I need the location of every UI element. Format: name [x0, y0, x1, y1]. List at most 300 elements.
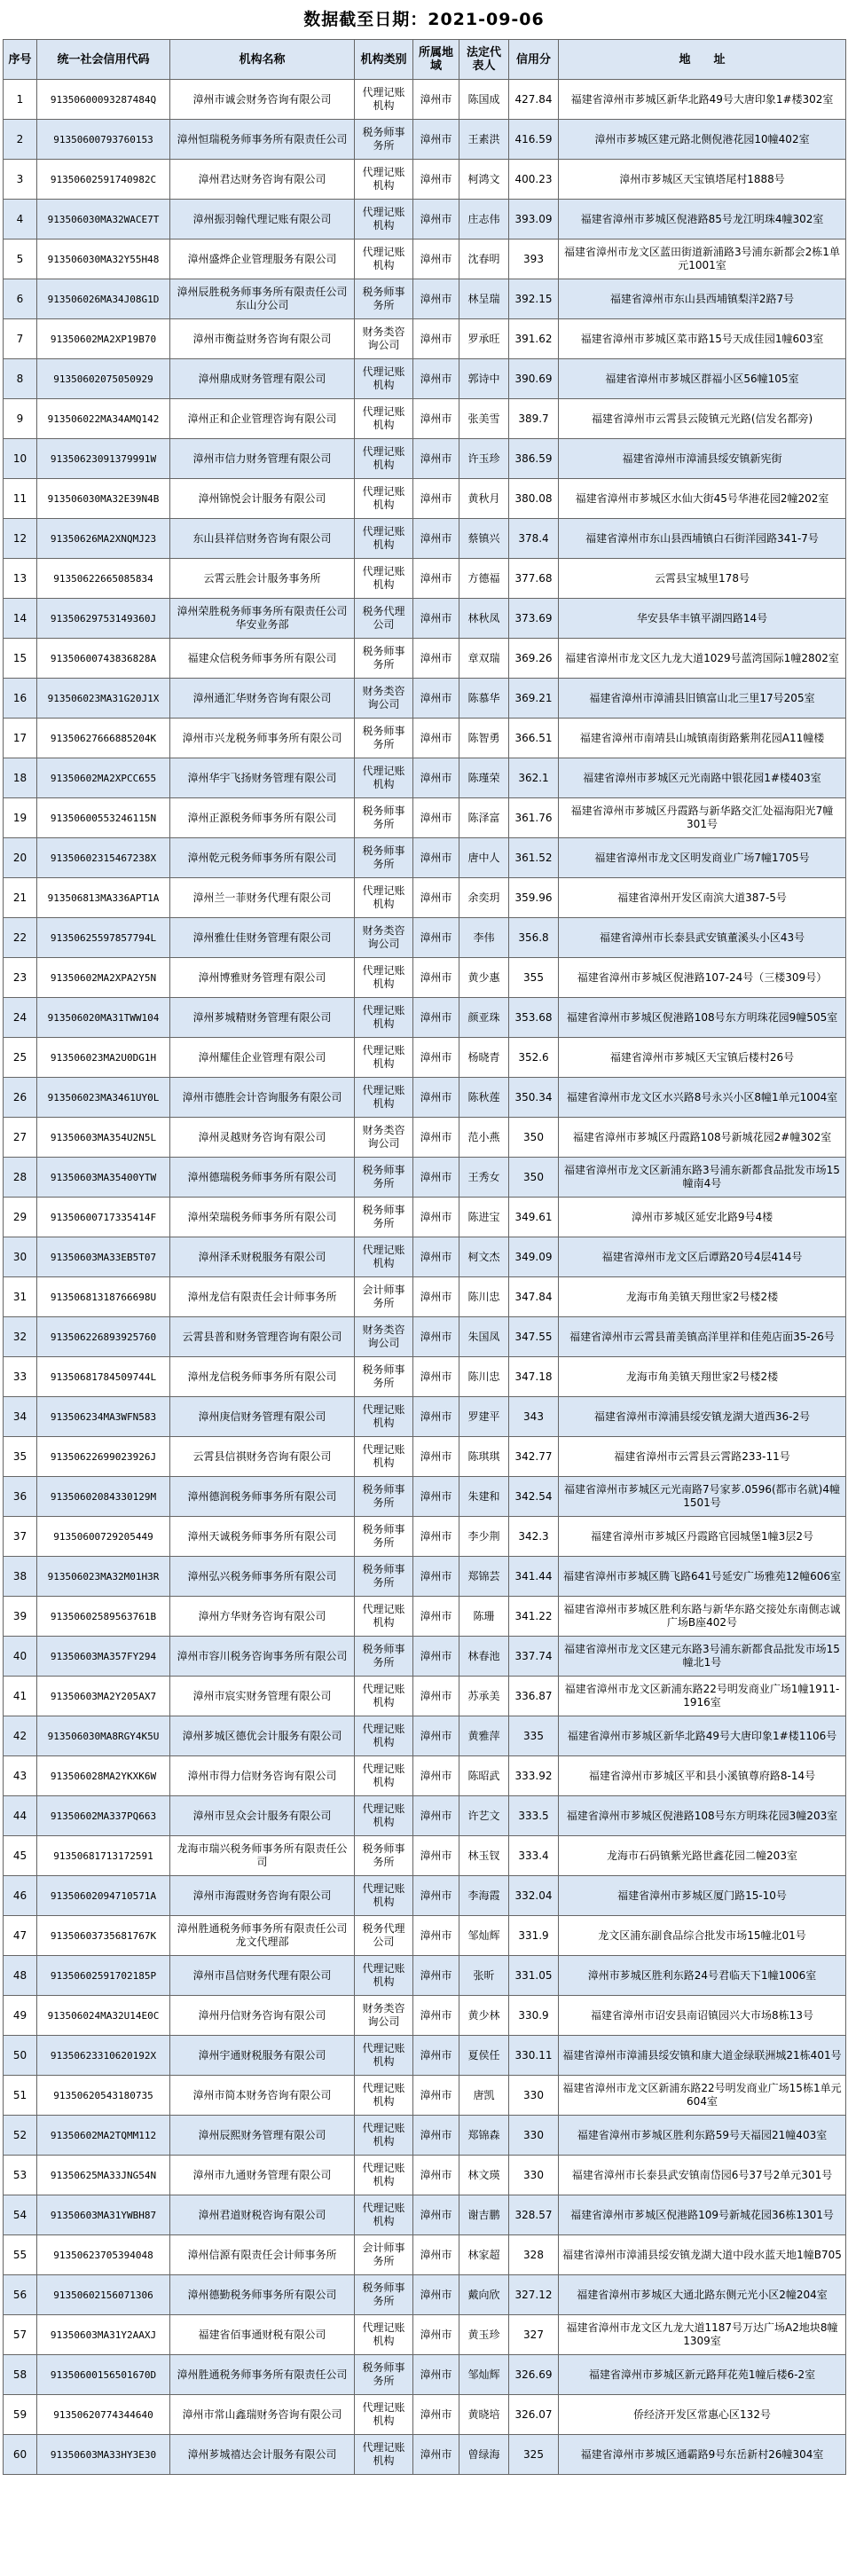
region: 漳州市	[413, 2156, 459, 2195]
org-name: 漳州市海霞财务咨询有限公司	[170, 1876, 355, 1916]
address: 福建省漳州市南靖县山城镇南街路紫荆花园A11幢楼	[559, 719, 846, 758]
org-type: 代理记账机构	[355, 559, 413, 599]
address: 漳州市芗城区天宝镇塔尾村1888号	[559, 160, 846, 200]
credit-score: 330.9	[509, 1996, 559, 2036]
credit-code: 91350627666885204K	[37, 719, 170, 758]
credit-score: 343	[509, 1397, 559, 1437]
address: 漳州市芗城区建元路北侧倪港花园10幢402室	[559, 120, 846, 160]
org-name: 漳州盛烨企业管理服务有限公司	[170, 240, 355, 279]
legal-rep: 许玉珍	[459, 439, 509, 479]
row-seq: 39	[4, 1597, 37, 1637]
credit-code: 913506024MA32U14E0C	[37, 1996, 170, 2036]
legal-rep: 范小燕	[459, 1118, 509, 1158]
table-row	[4, 1078, 846, 1118]
address: 福建省漳州市龙文区明发商业广场7幢1705号	[559, 838, 846, 878]
region: 漳州市	[413, 279, 459, 319]
credit-score: 341.22	[509, 1597, 559, 1637]
org-type: 税务师事务所	[355, 639, 413, 679]
org-name: 云霄县信祺财务咨询有限公司	[170, 1437, 355, 1477]
region: 漳州市	[413, 519, 459, 559]
row-seq: 21	[4, 878, 37, 918]
credit-code: 91350602MA2XP19B70	[37, 319, 170, 359]
credit-score: 327.12	[509, 2275, 559, 2315]
address: 福建省漳州市芗城区水仙大街45号华港花园2幢202室	[559, 479, 846, 519]
credit-score: 328.57	[509, 2195, 559, 2235]
org-type: 代理记账机构	[355, 1078, 413, 1118]
row-seq: 42	[4, 1716, 37, 1756]
region: 漳州市	[413, 918, 459, 958]
credit-code: 91350602084330129M	[37, 1477, 170, 1517]
row-seq: 25	[4, 1038, 37, 1078]
row-seq: 38	[4, 1557, 37, 1597]
table-row	[4, 279, 846, 319]
org-name: 漳州方华财务咨询有限公司	[170, 1597, 355, 1637]
credit-code: 913506023MA2U0DG1H	[37, 1038, 170, 1078]
region: 漳州市	[413, 559, 459, 599]
org-name: 漳州市容川税务咨询事务所有限公司	[170, 1637, 355, 1677]
address: 福建省漳州市芗城区丹霞路与新华路交汇处福海阳光7幢301号	[559, 798, 846, 838]
org-type: 代理记账机构	[355, 1796, 413, 1836]
org-type: 代理记账机构	[355, 1677, 413, 1716]
org-type: 代理记账机构	[355, 2156, 413, 2195]
table-row	[4, 2195, 846, 2235]
region: 漳州市	[413, 1078, 459, 1118]
row-seq: 22	[4, 918, 37, 958]
region: 漳州市	[413, 2315, 459, 2355]
region: 漳州市	[413, 439, 459, 479]
org-name: 漳州市得力信财务咨询有限公司	[170, 1756, 355, 1796]
credit-code: 913506023MA32M01H3R	[37, 1557, 170, 1597]
page-title: 数据截至日期：2021-09-06	[303, 10, 545, 29]
credit-code: 91350681318766698U	[37, 1277, 170, 1317]
credit-score: 331.05	[509, 1956, 559, 1996]
region: 漳州市	[413, 80, 459, 120]
credit-code: 913506813MA336APT1A	[37, 878, 170, 918]
org-name: 云霄云胜会计服务事务所	[170, 559, 355, 599]
org-name: 福建省佰事通财税有限公司	[170, 2315, 355, 2355]
address: 福建省漳州市芗城区大通北路东侧元光小区2幢204室	[559, 2275, 846, 2315]
row-seq: 59	[4, 2395, 37, 2435]
address: 福建省漳州市芗城区新元路拜花苑1幢后楼6-2室	[559, 2355, 846, 2395]
region: 漳州市	[413, 1597, 459, 1637]
credit-score: 427.84	[509, 80, 559, 120]
legal-rep: 戴向欣	[459, 2275, 509, 2315]
row-seq: 20	[4, 838, 37, 878]
credit-code: 913506226893925760	[37, 1317, 170, 1357]
region: 漳州市	[413, 2435, 459, 2475]
address: 福建省漳州市芗城区倪港路85号龙江明珠4幢302室	[559, 200, 846, 240]
org-type: 代理记账机构	[355, 878, 413, 918]
org-type: 代理记账机构	[355, 2036, 413, 2076]
credit-code: 91350603MA33HY3E30	[37, 2435, 170, 2475]
credit-score: 341.44	[509, 1557, 559, 1597]
header-org-name: 机构名称	[170, 40, 355, 80]
table-row	[4, 998, 846, 1038]
org-type: 代理记账机构	[355, 200, 413, 240]
region: 漳州市	[413, 2355, 459, 2395]
org-type: 税务师事务所	[355, 719, 413, 758]
table-row	[4, 1038, 846, 1078]
org-name: 漳州辰熙财务管理有限公司	[170, 2116, 355, 2156]
region: 漳州市	[413, 1237, 459, 1277]
region: 漳州市	[413, 1996, 459, 2036]
legal-rep: 黄少惠	[459, 958, 509, 998]
address: 福建省漳州市芗城区元光南路7号家芗.0596(都市名就)4幢1501号	[559, 1477, 846, 1517]
credit-score: 350.34	[509, 1078, 559, 1118]
credit-score: 342.3	[509, 1517, 559, 1557]
table-row	[4, 719, 846, 758]
org-type: 税务师事务所	[355, 1637, 413, 1677]
credit-score: 352.6	[509, 1038, 559, 1078]
credit-score: 393.09	[509, 200, 559, 240]
address: 福建省漳州市芗城区胜利东路59号天福园21幢403室	[559, 2116, 846, 2156]
table-row	[4, 2156, 846, 2195]
table-row	[4, 639, 846, 679]
row-seq: 44	[4, 1796, 37, 1836]
row-seq: 28	[4, 1158, 37, 1198]
credit-score: 326.07	[509, 2395, 559, 2435]
credit-code: 91350600553246115N	[37, 798, 170, 838]
table-row	[4, 599, 846, 639]
row-seq: 51	[4, 2076, 37, 2116]
credit-score: 330	[509, 2116, 559, 2156]
address: 福建省漳州市芗城区腾飞路641号延安广场雅苑12幢606室	[559, 1557, 846, 1597]
region: 漳州市	[413, 240, 459, 279]
org-type: 税务师事务所	[355, 1517, 413, 1557]
table-row	[4, 559, 846, 599]
row-seq: 34	[4, 1397, 37, 1437]
address: 福建省漳州市漳浦县旧镇富山北三里17号205室	[559, 679, 846, 719]
address: 福建省漳州市芗城区厦门路15-10号	[559, 1876, 846, 1916]
credit-code: 91350602591740982C	[37, 160, 170, 200]
org-name: 漳州鼎成财务管理有限公司	[170, 359, 355, 399]
org-name: 漳州市宸实财务管理有限公司	[170, 1677, 355, 1716]
org-type: 财务类咨询公司	[355, 1996, 413, 2036]
org-type: 代理记账机构	[355, 1756, 413, 1796]
credit-score: 369.21	[509, 679, 559, 719]
table-row	[4, 1198, 846, 1237]
address: 福建省漳州市龙文区九龙大道1187号万达广场A2地块8幢1309室	[559, 2315, 846, 2355]
legal-rep: 余奕玥	[459, 878, 509, 918]
legal-rep: 庄志伟	[459, 200, 509, 240]
table-row	[4, 1916, 846, 1956]
legal-rep: 唐中人	[459, 838, 509, 878]
table-row	[4, 1836, 846, 1876]
org-name: 漳州芗城禧达会计服务有限公司	[170, 2435, 355, 2475]
org-name: 漳州市简本财务咨询有限公司	[170, 2076, 355, 2116]
credit-score: 328	[509, 2235, 559, 2275]
org-type: 税务师事务所	[355, 2355, 413, 2395]
legal-rep: 陈琪琪	[459, 1437, 509, 1477]
address: 福建省漳州市长泰县武安镇南岱园6号37号2单元301号	[559, 2156, 846, 2195]
credit-score: 361.52	[509, 838, 559, 878]
address: 福建省漳州市芗城区天宝镇后楼村26号	[559, 1038, 846, 1078]
address: 龙海市角美镇天翔世家2号楼2楼	[559, 1277, 846, 1317]
address: 漳州市芗城区延安北路9号4楼	[559, 1198, 846, 1237]
header-seq: 序号	[4, 40, 37, 80]
region: 漳州市	[413, 1677, 459, 1716]
org-type: 代理记账机构	[355, 1237, 413, 1277]
credit-code: 91350603MA31YWBH87	[37, 2195, 170, 2235]
address: 龙海市角美镇天翔世家2号楼2楼	[559, 1357, 846, 1397]
org-name: 漳州雅仕佳财务管理有限公司	[170, 918, 355, 958]
legal-rep: 陈川忠	[459, 1357, 509, 1397]
table-row	[4, 2315, 846, 2355]
org-name: 漳州市信力财务管理有限公司	[170, 439, 355, 479]
credit-score: 377.68	[509, 559, 559, 599]
table-row	[4, 2036, 846, 2076]
credit-code: 91350625MA33JNG54N	[37, 2156, 170, 2195]
legal-rep: 曾绿海	[459, 2435, 509, 2475]
org-name: 漳州辰胜税务师事务所有限责任公司东山分公司	[170, 279, 355, 319]
address: 福建省漳州市芗城区倪港路108号东方明珠花园3幢203室	[559, 1796, 846, 1836]
row-seq: 15	[4, 639, 37, 679]
legal-rep: 王素洪	[459, 120, 509, 160]
region: 漳州市	[413, 2275, 459, 2315]
row-seq: 54	[4, 2195, 37, 2235]
credit-score: 378.4	[509, 519, 559, 559]
legal-rep: 朱建和	[459, 1477, 509, 1517]
credit-score: 355	[509, 958, 559, 998]
credit-code: 91350681713172591	[37, 1836, 170, 1876]
table-row	[4, 2355, 846, 2395]
credit-code: 91350620543180735	[37, 2076, 170, 2116]
address: 福建省漳州市龙文区建元东路3号浦东新都食品批发市场15幢北1号	[559, 1637, 846, 1677]
org-name: 漳州乾元税务师事务所有限公司	[170, 838, 355, 878]
credit-code: 913506234MA3WFN583	[37, 1397, 170, 1437]
legal-rep: 杨晓青	[459, 1038, 509, 1078]
region: 漳州市	[413, 1796, 459, 1836]
credit-score: 327	[509, 2315, 559, 2355]
region: 漳州市	[413, 1277, 459, 1317]
region: 漳州市	[413, 160, 459, 200]
row-seq: 3	[4, 160, 37, 200]
region: 漳州市	[413, 1198, 459, 1237]
credit-score: 342.54	[509, 1477, 559, 1517]
credit-code: 91350600093287484Q	[37, 80, 170, 120]
credit-code: 91350603MA35400YTW	[37, 1158, 170, 1198]
credit-code: 91350603MA31Y2AAXJ	[37, 2315, 170, 2355]
region: 漳州市	[413, 2116, 459, 2156]
address: 福建省漳州市龙文区后谭路20号4层414号	[559, 1237, 846, 1277]
row-seq: 11	[4, 479, 37, 519]
org-name: 漳州泽禾财税服务有限公司	[170, 1237, 355, 1277]
credit-score: 342.77	[509, 1437, 559, 1477]
org-name: 漳州博雅财务管理有限公司	[170, 958, 355, 998]
credit-score: 386.59	[509, 439, 559, 479]
region: 漳州市	[413, 1477, 459, 1517]
table-row	[4, 160, 846, 200]
credit-code: 91350622665085834	[37, 559, 170, 599]
org-name: 漳州振羽翰代理记账有限公司	[170, 200, 355, 240]
legal-rep: 沈春明	[459, 240, 509, 279]
org-name: 漳州龙信有限责任会计师事务所	[170, 1277, 355, 1317]
region: 漳州市	[413, 1038, 459, 1078]
legal-rep: 李海霞	[459, 1876, 509, 1916]
credit-score: 336.87	[509, 1677, 559, 1716]
table-row	[4, 1477, 846, 1517]
legal-rep: 夏侯任	[459, 2036, 509, 2076]
region: 漳州市	[413, 679, 459, 719]
address: 福建省漳州市漳浦县绥安镇龙湖大道西36-2号	[559, 1397, 846, 1437]
row-seq: 23	[4, 958, 37, 998]
legal-rep: 陈国成	[459, 80, 509, 120]
credit-code: 91350600156501670D	[37, 2355, 170, 2395]
legal-rep: 邹灿辉	[459, 1916, 509, 1956]
credit-score: 393	[509, 240, 559, 279]
credit-code: 91350626MA2XNQMJ23	[37, 519, 170, 559]
row-seq: 30	[4, 1237, 37, 1277]
table-row	[4, 1317, 846, 1357]
org-type: 税务代理公司	[355, 599, 413, 639]
credit-score: 389.7	[509, 399, 559, 439]
credit-score: 333.5	[509, 1796, 559, 1836]
table-row	[4, 120, 846, 160]
table-row	[4, 399, 846, 439]
table-header-row	[4, 40, 846, 80]
org-name: 漳州胜通税务师事务所有限责任公司龙文代理部	[170, 1916, 355, 1956]
credit-score: 392.15	[509, 279, 559, 319]
credit-code: 913506020MA31TWW104	[37, 998, 170, 1038]
address: 福建省漳州市芗城区平和县小溪镇尊府路8-14号	[559, 1756, 846, 1796]
region: 漳州市	[413, 1557, 459, 1597]
table-row	[4, 240, 846, 279]
credit-score: 353.68	[509, 998, 559, 1038]
legal-rep: 唐凯	[459, 2076, 509, 2116]
legal-rep: 陈川忠	[459, 1277, 509, 1317]
region: 漳州市	[413, 1118, 459, 1158]
row-seq: 31	[4, 1277, 37, 1317]
address: 福建省漳州市龙文区新浦东路22号明发商业广场15栋1单元604室	[559, 2076, 846, 2116]
legal-rep: 林文瑛	[459, 2156, 509, 2195]
address: 龙文区浦东副食品综合批发市场15幢北01号	[559, 1916, 846, 1956]
org-type: 税务师事务所	[355, 1158, 413, 1198]
org-name: 漳州丹信财务咨询有限公司	[170, 1996, 355, 2036]
legal-rep: 王秀女	[459, 1158, 509, 1198]
table-row	[4, 2395, 846, 2435]
credit-score: 330.11	[509, 2036, 559, 2076]
table-row	[4, 200, 846, 240]
legal-rep: 陈进宝	[459, 1198, 509, 1237]
address: 福建省漳州市芗城区通霸路9号东岳新村26幢304室	[559, 2435, 846, 2475]
row-seq: 26	[4, 1078, 37, 1118]
org-name: 漳州市昱众会计服务有限公司	[170, 1796, 355, 1836]
legal-rep: 罗承旺	[459, 319, 509, 359]
row-seq: 33	[4, 1357, 37, 1397]
credit-score: 416.59	[509, 120, 559, 160]
row-seq: 40	[4, 1637, 37, 1677]
legal-rep: 林春池	[459, 1637, 509, 1677]
org-type: 会计师事务所	[355, 1277, 413, 1317]
header-address: 地 址	[559, 40, 846, 80]
org-name: 漳州荣胜税务师事务所有限责任公司华安业务部	[170, 599, 355, 639]
org-type: 税务师事务所	[355, 1198, 413, 1237]
region: 漳州市	[413, 1836, 459, 1876]
table-row	[4, 2435, 846, 2475]
table-row	[4, 1357, 846, 1397]
org-type: 税务师事务所	[355, 120, 413, 160]
legal-rep: 郭诗中	[459, 359, 509, 399]
credit-code: 91350622699023926J	[37, 1437, 170, 1477]
region: 漳州市	[413, 1397, 459, 1437]
credit-code: 91350603735681767K	[37, 1916, 170, 1956]
region: 漳州市	[413, 1756, 459, 1796]
row-seq: 49	[4, 1996, 37, 2036]
row-seq: 17	[4, 719, 37, 758]
legal-rep: 张美雪	[459, 399, 509, 439]
region: 漳州市	[413, 2036, 459, 2076]
legal-rep: 朱国凤	[459, 1317, 509, 1357]
org-type: 税务师事务所	[355, 798, 413, 838]
credit-code: 913506022MA34AMQ142	[37, 399, 170, 439]
header-region: 所属地域	[413, 40, 459, 80]
table-row	[4, 2275, 846, 2315]
legal-rep: 陈昭武	[459, 1756, 509, 1796]
credit-score: 331.9	[509, 1916, 559, 1956]
table-row	[4, 758, 846, 798]
org-type: 代理记账机构	[355, 80, 413, 120]
org-name: 福建众信税务师事务所有限公司	[170, 639, 355, 679]
region: 漳州市	[413, 1317, 459, 1357]
org-type: 税务代理公司	[355, 1916, 413, 1956]
legal-rep: 陈泽富	[459, 798, 509, 838]
legal-rep: 谢吉鹏	[459, 2195, 509, 2235]
credit-code: 91350603MA2Y205AX7	[37, 1677, 170, 1716]
credit-code: 91350602315467238X	[37, 838, 170, 878]
org-name: 漳州信源有限责任会计师事务所	[170, 2235, 355, 2275]
org-name: 漳州灵越财务咨询有限公司	[170, 1118, 355, 1158]
legal-rep: 黄玉珍	[459, 2315, 509, 2355]
address: 福建省漳州市芗城区倪港路107-24号（三楼309号）	[559, 958, 846, 998]
credit-score: 347.84	[509, 1277, 559, 1317]
address: 福建省漳州市漳浦县绥安镇和康大道金绿联洲城21栋401号	[559, 2036, 846, 2076]
credit-score: 330	[509, 2156, 559, 2195]
credit-code: 91350620774344640	[37, 2395, 170, 2435]
org-name: 漳州恒瑞税务师事务所有限责任公司	[170, 120, 355, 160]
address: 福建省漳州市芗城区元光南路中银花园1#楼403室	[559, 758, 846, 798]
table-row	[4, 798, 846, 838]
region: 漳州市	[413, 2195, 459, 2235]
legal-rep: 许艺文	[459, 1796, 509, 1836]
address: 福建省漳州市芗城区新华北路49号大唐印象1#楼1106号	[559, 1716, 846, 1756]
row-seq: 10	[4, 439, 37, 479]
table-row	[4, 1956, 846, 1996]
address: 福建省漳州市漳浦县绥安镇新宪街	[559, 439, 846, 479]
credit-score: 390.69	[509, 359, 559, 399]
address: 福建省漳州市芗城区倪港路108号东方明珠花园9幢505室	[559, 998, 846, 1038]
legal-rep: 黄秋月	[459, 479, 509, 519]
row-seq: 37	[4, 1517, 37, 1557]
region: 漳州市	[413, 1956, 459, 1996]
address: 福建省漳州市长泰县武安镇董溪头小区43号	[559, 918, 846, 958]
table-row	[4, 1796, 846, 1836]
credit-code: 913506030MA32WACE7T	[37, 200, 170, 240]
org-name: 漳州芗城精财务管理有限公司	[170, 998, 355, 1038]
credit-score: 361.76	[509, 798, 559, 838]
row-seq: 35	[4, 1437, 37, 1477]
row-seq: 36	[4, 1477, 37, 1517]
row-seq: 29	[4, 1198, 37, 1237]
credit-score: 333.92	[509, 1756, 559, 1796]
org-type: 代理记账机构	[355, 1397, 413, 1437]
region: 漳州市	[413, 719, 459, 758]
legal-rep: 陈秋莲	[459, 1078, 509, 1118]
region: 漳州市	[413, 120, 459, 160]
org-type: 代理记账机构	[355, 958, 413, 998]
credit-score: 349.09	[509, 1237, 559, 1277]
address: 福建省漳州市龙文区蓝田街道新浦路3号浦东新都会2栋1单元1001室	[559, 240, 846, 279]
table-row	[4, 958, 846, 998]
